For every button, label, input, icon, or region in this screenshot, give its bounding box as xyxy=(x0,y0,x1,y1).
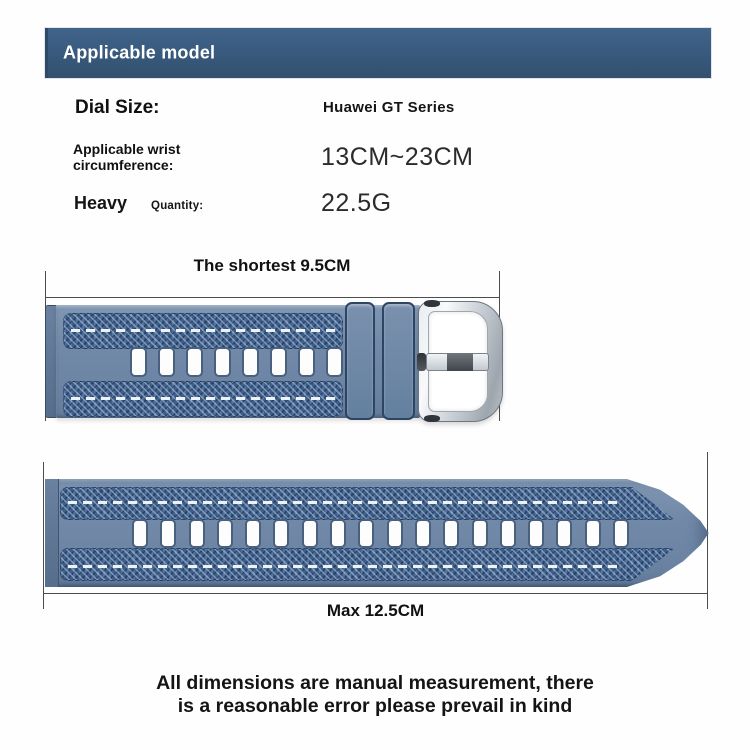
spec-label-weight-sub: Quantity: xyxy=(151,200,204,212)
strap-hole xyxy=(472,519,488,548)
strap-hole xyxy=(217,519,233,548)
stitch-line xyxy=(68,501,621,504)
bottom-dimension-label: Max 12.5CM xyxy=(326,601,425,620)
strap-hole xyxy=(130,347,147,377)
bottom-strap-fabric-panel-lower xyxy=(60,548,677,581)
bottom-strap-lug-end xyxy=(45,479,59,587)
section-title: Applicable model xyxy=(63,42,216,63)
strap-hole xyxy=(302,519,318,548)
top-dimension-line xyxy=(45,297,499,298)
top-dimension-label: The shortest 9.5CM xyxy=(193,256,351,275)
strap-hole xyxy=(160,519,176,548)
strap-hole xyxy=(242,347,259,377)
stitch-line xyxy=(68,565,621,568)
strap-hole xyxy=(443,519,459,548)
footer-note-line1: All dimensions are manual measurement, there xyxy=(156,672,594,694)
strap-hole xyxy=(186,347,203,377)
strap-hole xyxy=(415,519,431,548)
strap-hole xyxy=(585,519,601,548)
bottom-dimension-line xyxy=(43,593,708,594)
buckle-prong-nub xyxy=(417,353,426,371)
strap-keeper-loop-1 xyxy=(345,302,375,420)
strap-hole xyxy=(556,519,572,548)
footer-note xyxy=(0,672,750,718)
top-strap-holes xyxy=(130,347,343,377)
bottom-dimension-extension-left xyxy=(43,462,44,609)
strap-hole xyxy=(245,519,261,548)
strap-hole xyxy=(158,347,175,377)
spec-label-weight-main: Heavy xyxy=(74,193,128,213)
strap-hole xyxy=(387,519,403,548)
buckle-hinge-top xyxy=(424,300,440,307)
strap-hole xyxy=(500,519,516,548)
strap-hole xyxy=(189,519,205,548)
bottom-strap-fabric-panel-upper xyxy=(60,487,677,520)
spec-label-weight xyxy=(74,193,203,214)
strap-hole xyxy=(613,519,629,548)
spec-value-weight: 22.5G xyxy=(321,189,392,217)
strap-keeper-loop-2 xyxy=(382,302,415,420)
spec-label-wrist-circumference: Applicable wrist circumference: xyxy=(73,141,181,173)
strap-hole xyxy=(298,347,315,377)
bottom-strap-holes xyxy=(132,519,629,548)
buckle-hinge-bottom xyxy=(424,415,440,422)
footer-note-line2: is a reasonable error please prevail in kind xyxy=(177,695,573,717)
buckle-prong xyxy=(417,353,489,371)
strap-hole xyxy=(528,519,544,548)
strap-hole xyxy=(273,519,289,548)
top-strap-fabric-panel-upper xyxy=(63,313,343,349)
bottom-dimension-extension-right xyxy=(707,452,708,609)
top-strap-fabric-panel-lower xyxy=(63,381,343,417)
strap-hole xyxy=(330,519,346,548)
stitch-line xyxy=(71,397,335,400)
spec-value-wrist-circumference: 13CM~23CM xyxy=(321,143,474,171)
strap-hole xyxy=(326,347,343,377)
strap-hole xyxy=(270,347,287,377)
strap-hole xyxy=(358,519,374,548)
buckle-prong-keeper xyxy=(447,353,473,371)
spec-value-dial-size: Huawei GT Series xyxy=(323,99,455,116)
strap-hole xyxy=(214,347,231,377)
stitch-line xyxy=(71,329,335,332)
spec-label-dial-size: Dial Size: xyxy=(75,97,160,118)
strap-hole xyxy=(132,519,148,548)
section-header-bar xyxy=(45,28,711,78)
